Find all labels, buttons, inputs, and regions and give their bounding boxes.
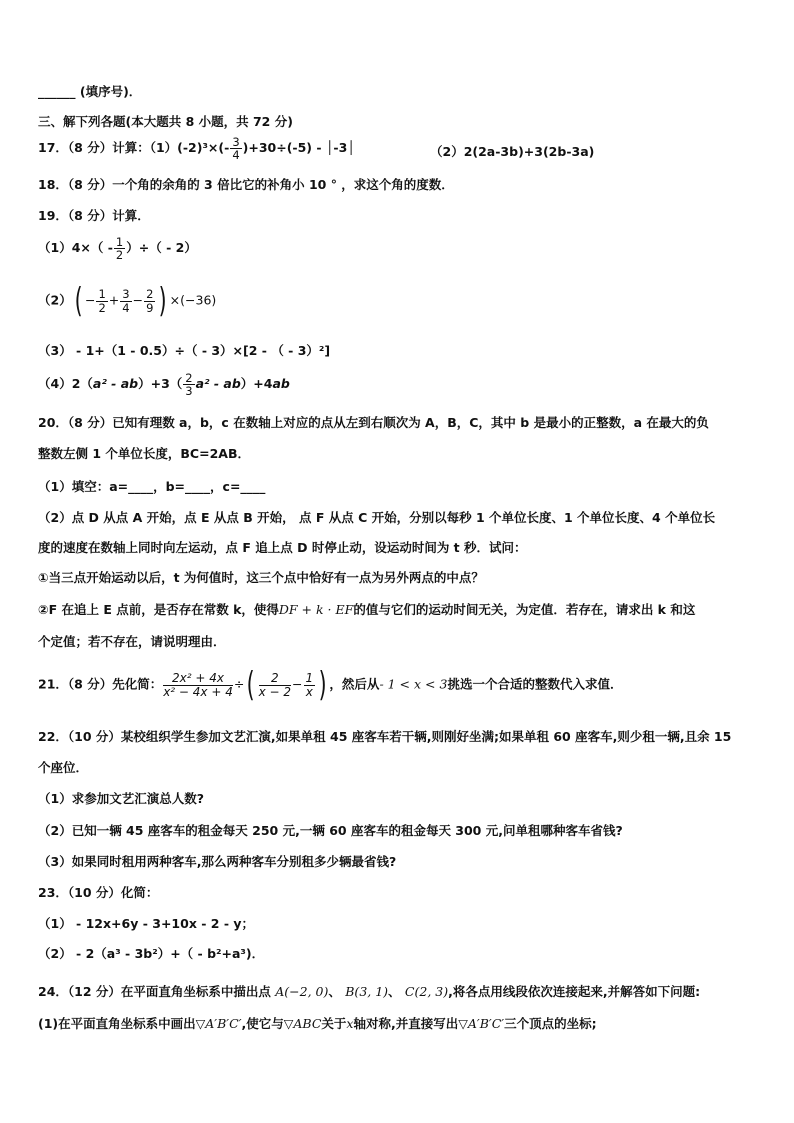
q20-expression: DF + k · EF [278, 602, 354, 617]
q22-stem-1: 22．（10 分）某校组织学生参加文艺汇演,如果单租 45 座客车若干辆,则刚好坐满;如果单租 60 座客车,则少租一辆,且余 15 [38, 729, 732, 744]
q17-fraction: $\frac{3}{4}$ [232, 135, 240, 163]
q19-part1: （1）4×（ - $\frac{1}{2}$ ）÷（ - 2） [38, 235, 197, 263]
triangle-a-prime: ▽A′B′C′ [195, 1016, 242, 1031]
q22-stem-2: 个座位． [38, 760, 89, 775]
point-b: B(3, 1) [345, 984, 389, 999]
question-18: 18．（8 分）一个角的余角的 3 倍比它的补角小 10 ° ，求这个角的度数． [38, 177, 454, 192]
section-heading: 三、解下列各题(本大题共 8 小题，共 72 分) [38, 114, 293, 129]
q24-part1: (1)在平面直角坐标系中画出▽A′B′C′,使它与▽ABC关于x轴对称,并直接写出▽A′B′C′三个顶点的坐标; [38, 1016, 597, 1031]
q23-title: 23．（10 分）化简： [38, 885, 159, 900]
q19-part4: （4）2（a² - ab）+3（ $\frac{2}{3}$ a² - ab）+4ab [38, 371, 290, 399]
q19-part3: （3） - 1+（1 - 0.5）÷（ - 3）×[2 - （ - 3）²] [38, 343, 331, 358]
q21-fraction-1: $\frac{\text{2x² + 4x}}{\text{x² − 4x + 4}}$ [163, 670, 233, 699]
point-a: A(−2, 0) [275, 984, 329, 999]
question-21: 21．（8 分）先化简： $\frac{\text{2x² + 4x}}{\text{x² − 4x + 4}}$ ÷( $\frac{2}{x - 2}$ − $\frac{1}{x}$ ) ，然后从- 1 < x < 3挑选一个合适的整数代入求值． [38, 665, 623, 705]
q20-sub2-2: 个定值；若不存在，请说明理由． [38, 634, 226, 649]
q23-part2: （2） - 2（a³ - 3b²）+（ - b²+a³)． [38, 946, 265, 961]
q23-part1: （1） - 12x+6y - 3+10x - 2 - y； [38, 916, 255, 931]
q20-part2-2: 度的速度在数轴上同时向左运动，点 F 追上点 D 时停止动，设运动时间为 t 秒．试问： [38, 540, 527, 555]
q17-after: )+30÷(-5) - │-3│ [242, 140, 355, 156]
q21-fraction-2: $\frac{2}{x - 2}$ [258, 670, 292, 699]
q17-head: 17．（8 分）计算：（1）(-2)³×(- [38, 140, 230, 156]
q22-part1: （1）求参加文艺汇演总人数? [38, 791, 204, 806]
answer-blank[interactable]: ______ [38, 84, 76, 99]
q22-part2: （2）已知一辆 45 座客车的租金每天 250 元,一辆 60 座客车的租金每天 300 元,问单租哪种客车省钱? [38, 823, 623, 838]
q20-stem-2: 整数左侧 1 个单位长度，BC=2AB． [38, 446, 250, 461]
q20-part1: （1）填空：a=____，b=____，c=____ [38, 479, 266, 494]
q19-p2-frac2: $\frac{3}{4}$ [122, 287, 130, 315]
q20-part2-1: （2）点 D 从点 A 开始，点 E 从点 B 开始， 点 F 从点 C 开始，分别以每秒 1 个单位长度、1 个单位长度、4 个单位长 [38, 510, 716, 525]
q22-part3: （3）如果同时租用两种客车,那么两种客车分别租多少辆最省钱? [38, 854, 397, 869]
q20-sub2: ②F 在追上 E 点前，是否存在常数 k，使得DF + k · EF的值与它们的运动时间无关，为定值．若存在，请求出 k 和这 [38, 602, 696, 617]
triangle-abc: ▽ABC [283, 1016, 322, 1031]
point-c: C(2, 3) [404, 984, 449, 999]
q17-part2: （2）2(2a-3b)+3(2b-3a) [430, 144, 595, 159]
question-19-title: 19．（8 分）计算． [38, 208, 150, 223]
question-17 [38, 135, 595, 163]
left-paren: ( [74, 281, 83, 321]
q21-fraction-3: $\frac{1}{x}$ [305, 670, 314, 699]
q19-p2-frac1: $\frac{1}{2}$ [98, 287, 106, 315]
q20-sub1: ①当三点开始运动以后，t 为何值时，这三个点中恰好有一点为另外两点的中点？ [38, 570, 484, 585]
q24-stem: 24．（12 分）在平面直角坐标系中描出点 A(−2, 0)、 B(3, 1)、 C(2, 3),将各点用线段依次连接起来,并解答如下问题: [38, 984, 701, 999]
q19-part2: （2）( − $\frac{1}{2}$ + $\frac{3}{4}$ − $\frac{2}{9}$ ) ×(−36) [38, 281, 217, 321]
answer-hint: (填序号)． [79, 84, 142, 99]
q19-p2-frac3: $\frac{2}{9}$ [146, 287, 154, 315]
q19-p4-fraction: $\frac{2}{3}$ [185, 371, 193, 399]
answer-blank-line [38, 84, 141, 99]
q20-stem-1: 20．（8 分）已知有理数 a，b，c 在数轴上对应的点从左到右顺次为 A，B，C，其中 b 是最小的正整数，a 在最大的负 [38, 415, 709, 430]
right-paren: ) [159, 281, 168, 321]
q19-p1-fraction: $\frac{1}{2}$ [115, 235, 124, 263]
